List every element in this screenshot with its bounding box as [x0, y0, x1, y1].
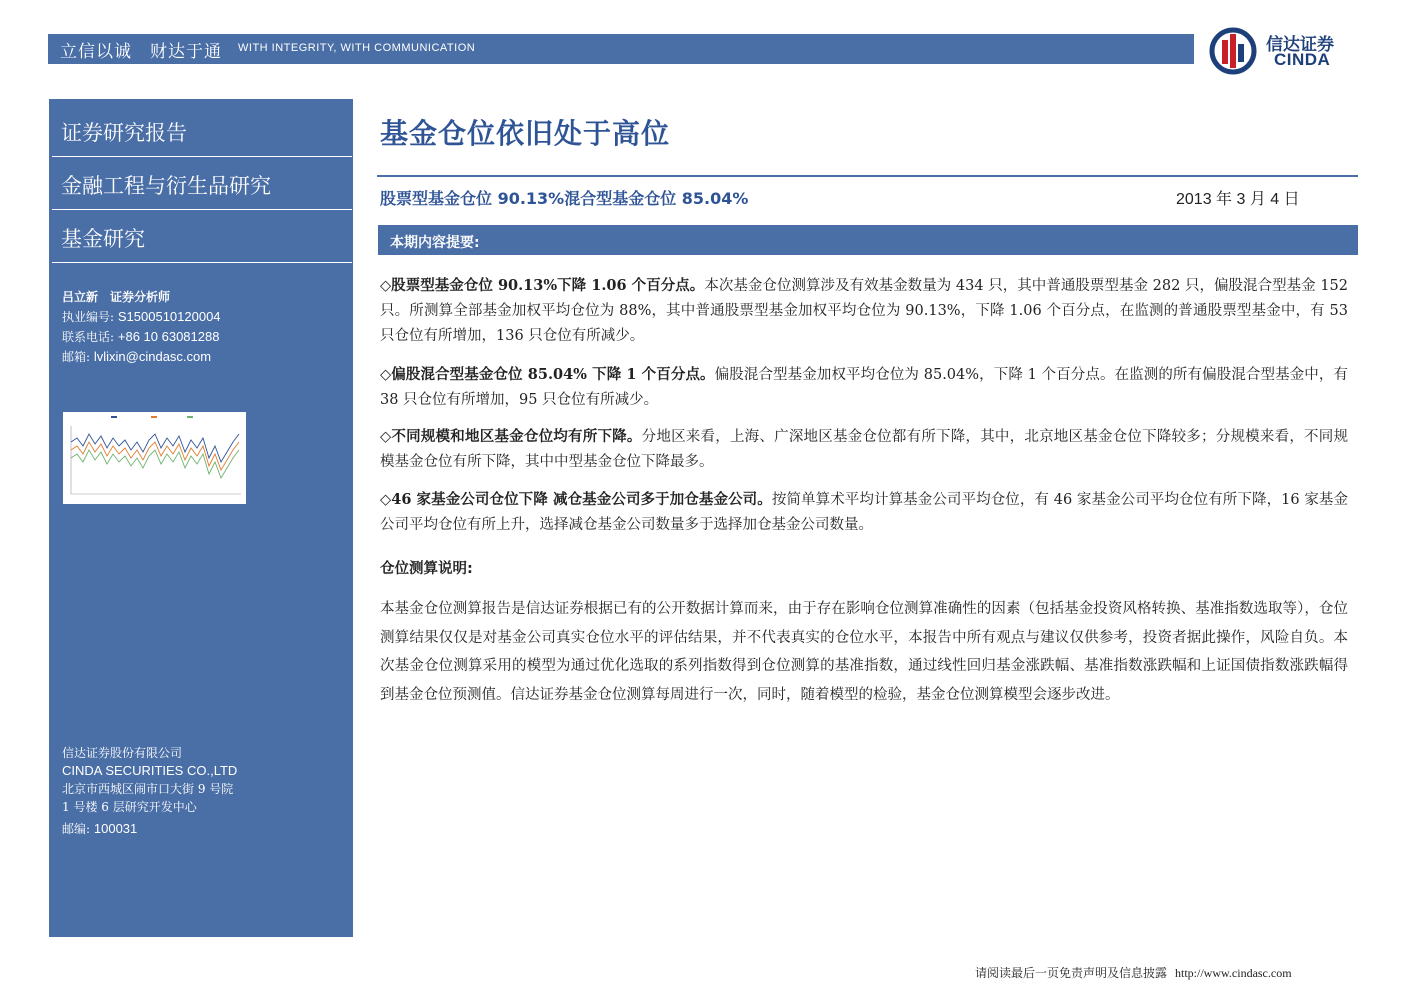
phone-number: +86 10 63081288	[117, 329, 220, 344]
logo-text-en: CINDA	[1274, 50, 1331, 69]
summary-point-heading: ◇46 家基金公司仓位下降 减仓基金公司多于加仓基金公司。	[380, 491, 772, 508]
postcode: 100031	[93, 821, 138, 836]
report-date: 2013 年 3 月 4 日	[1176, 191, 1300, 208]
company-name-en: CINDA SECURITIES CO.,LTD	[62, 763, 238, 778]
license-number: S1500510120004	[117, 309, 221, 324]
summary-paragraph	[380, 273, 1348, 349]
analyst-name: 吕立新 证券分析师	[62, 290, 171, 304]
company-address-line2: 1 号楼 6 层研究开发中心	[62, 800, 197, 814]
summary-point-text: 分地区来看，上海、广深地区基金仓位都有所下降，其中，北京地区基金仓位下降较多；分规模来看，不同规模基金仓位有所下降，其中中型基金仓位下降最多。	[380, 429, 1348, 470]
company-info	[62, 744, 237, 838]
report-subtitle: 股票型基金仓位 90.13%混合型基金仓位 85.04%	[380, 189, 749, 208]
slogan-en: WITH INTEGRITY, WITH COMMUNICATION	[238, 42, 476, 54]
summary-point-heading: ◇偏股混合型基金仓位 85.04% 下降 1 个百分点。	[380, 366, 715, 383]
sidebar-item-label: 基金研究	[61, 227, 145, 251]
sidebar-item-report-type	[49, 105, 353, 157]
email-label: 邮箱:	[62, 350, 91, 364]
license-label: 执业编号:	[62, 310, 115, 324]
header-banner	[48, 34, 1194, 64]
summary-point-text: 本次基金仓位测算涉及有效基金数量为 434 只，其中普通股票型基金 282 只，偏股混合型基金 152 只。所测算全部基金加权平均仓位为 88%，其中普通股票型基金加权平均仓位为 90.13%，下降 1.06 个百分点，在监测的普通股票型基金中，有 53 只仓位有所增加，136 只仓位有所减少。	[380, 278, 1349, 344]
cinda-logo-icon	[1208, 26, 1258, 76]
summary-point-heading: ◇股票型基金仓位 90.13%下降 1.06 个百分点。	[380, 277, 705, 294]
summary-header: 本期内容提要:	[390, 235, 480, 251]
summary-header-bar	[378, 225, 1358, 255]
footer-url[interactable]: http://www.cindasc.com	[1175, 966, 1292, 980]
divider	[52, 156, 352, 157]
slogan-cn: 立信以诚 财达于通	[60, 42, 222, 62]
summary-point-text: 偏股混合型基金加权平均仓位为 85.04%，下降 1 个百分点。在监测的所有偏股混合型基金中，有 38 只仓位有所增加，95 只仓位有所减少。	[380, 367, 1348, 408]
chart-thumbnail	[63, 412, 246, 504]
sidebar-item-department	[49, 158, 353, 210]
company-name-cn: 信达证券股份有限公司	[62, 746, 183, 760]
method-text: 本基金仓位测算报告是信达证券根据已有的公开数据计算而来，由于存在影响仓位测算准确性的因素（包括基金投资风格转换、基准指数选取等），仓位测算结果仅仅是对基金公司真实仓位水平的评估结果，并不代表真实的仓位水平，本报告中所有观点与建议仅供参考，投资者据此操作，风险自负。本次基金仓位测算采用的模型为通过优化选取的系列指数得到仓位测算的基准指数，通过线性回归基金涨跌幅、基准指数涨跌幅和上证国债指数涨跌幅得到基金仓位预测值。信达证券基金仓位测算每周进行一次，同时，随着模型的检验，基金仓位测算模型会逐步改进。	[380, 601, 1348, 703]
summary-paragraph	[380, 487, 1348, 538]
sidebar-item-label: 证券研究报告	[61, 121, 187, 145]
email-address: lvlixin@cindasc.com	[93, 349, 212, 364]
sidebar	[49, 99, 353, 937]
sidebar-item-label: 金融工程与衍生品研究	[61, 174, 271, 198]
title-divider	[377, 175, 1358, 177]
company-address-line1: 北京市西城区闹市口大街 9 号院	[62, 782, 234, 796]
method-header: 仓位测算说明:	[380, 561, 473, 577]
summary-paragraph	[380, 362, 1348, 413]
summary-point-text: 按简单算术平均计算基金公司平均仓位，有 46 家基金公司平均仓位有所下降，16 家基金公司平均仓位有所上升，选择减仓基金公司数量多于选择加仓基金公司数量。	[380, 492, 1348, 533]
footer	[975, 964, 1292, 981]
analyst-info	[62, 287, 221, 367]
report-title: 基金仓位依旧处于高位	[380, 117, 671, 150]
sidebar-item-category	[49, 211, 353, 263]
divider	[52, 262, 352, 263]
footer-disclaimer: 请阅读最后一页免责声明及信息披露	[975, 966, 1168, 980]
postcode-label: 邮编:	[62, 822, 91, 836]
summary-paragraph	[380, 424, 1348, 475]
cinda-logo	[1208, 26, 1358, 76]
phone-label: 联系电话:	[62, 330, 115, 344]
logo-text-cn: 信达证券	[1266, 35, 1334, 55]
divider	[52, 209, 352, 210]
summary-point-heading: ◇不同规模和地区基金仓位均有所下降。	[380, 428, 642, 445]
